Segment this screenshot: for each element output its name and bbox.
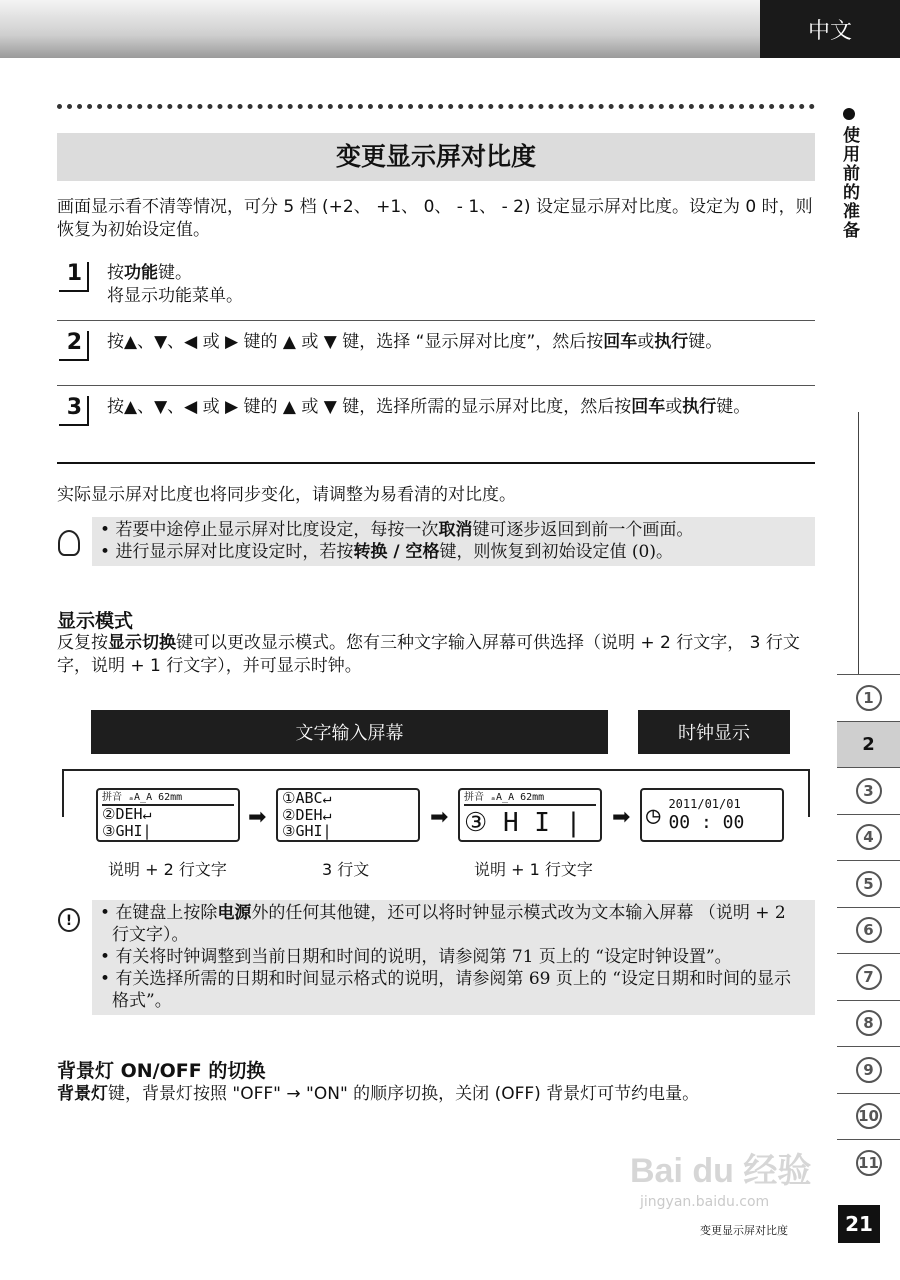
key-name: 背景灯 <box>57 1084 108 1104</box>
chapter-number: 10 <box>856 1103 882 1129</box>
clock-date: 2011/01/01 <box>668 796 741 811</box>
step-3 <box>57 396 815 419</box>
chapter-number: 2 <box>862 733 875 755</box>
text-run: 有关选择所需的日期和时间显示格式的说明，请参阅第 69 页上的 “设定日期和时间的显示格式”。 <box>112 969 791 1011</box>
step-text <box>107 262 815 285</box>
key-name: 电源 <box>217 903 252 923</box>
tip-box <box>92 517 815 566</box>
chapter-tab-6[interactable] <box>837 907 900 954</box>
lcd-line: ②DEH↵ <box>282 805 332 824</box>
chapter-number: 3 <box>856 778 882 804</box>
key-name: 功能 <box>124 263 158 283</box>
caption: 说明 + 2 行文字 <box>108 860 227 879</box>
backlight-text <box>57 1083 817 1106</box>
note-item <box>98 946 805 968</box>
key-name: 显示切换 <box>108 633 176 653</box>
page-title: 变更显示屏对比度 <box>57 133 815 181</box>
header-band <box>0 0 760 58</box>
text-run: 或 <box>665 397 683 417</box>
note-item <box>98 541 805 563</box>
caption: 说明 + 1 行文字 <box>474 860 593 879</box>
clock-icon: ◷ <box>646 801 661 829</box>
lcd-line: ①ABC↵ <box>282 789 332 807</box>
note-item <box>98 519 805 541</box>
step-2 <box>57 331 815 354</box>
warning-box <box>92 900 815 1015</box>
text-run: 若要中途停止显示屏对比度设定，每按一次 <box>115 520 439 540</box>
text-run: 键，则恢复到初始设定值 (0)。 <box>439 542 673 562</box>
chapter-tab-5[interactable] <box>837 860 900 907</box>
step-text <box>107 396 815 419</box>
text-run: 在键盘上按除 <box>115 903 218 923</box>
lcd-screen-1 <box>96 788 240 842</box>
text-run: 按▲、▼、◀ 或 ▶ 键的 ▲ 或 ▼ 键，选择 “显示屏对比度”，然后按 <box>107 332 604 352</box>
caption: 3 行文 <box>322 860 370 879</box>
text-run: 有关将时钟调整到当前日期和时间的说明，请参阅第 71 页上的 “设定时钟设置”。 <box>115 947 732 967</box>
chapter-tab-3[interactable] <box>837 767 900 814</box>
step-number: 2 <box>59 331 89 361</box>
chapter-tab-2[interactable] <box>837 721 900 768</box>
display-mode-text <box>57 632 817 678</box>
chapter-tab-1[interactable] <box>837 674 900 721</box>
clock-display-bar: 时钟显示 <box>638 710 790 754</box>
divider <box>57 385 815 386</box>
text-run: 键。 <box>716 397 751 417</box>
side-label-text: 使用前的准备 <box>839 126 859 240</box>
clock-time: 00 : 00 <box>668 811 745 833</box>
lcd-line: ③ H I | <box>464 808 582 838</box>
key-name: 回车 <box>603 332 638 352</box>
chapter-number: 6 <box>856 917 882 943</box>
side-section-label <box>839 108 862 240</box>
step-number: 3 <box>59 396 89 426</box>
chapter-number: 5 <box>856 871 882 897</box>
text-run: 键，背景灯按照 "OFF" → "ON" 的顺序切换，关闭 (OFF) 背景灯可节约电量。 <box>108 1084 700 1104</box>
key-name: 回车 <box>631 397 666 417</box>
lcd-line: ②DEH↵ <box>102 805 152 823</box>
key-name: 取消 <box>438 520 473 540</box>
intro-text: 画面显示看不清等情况，可分 5 档 (+2、 +1、 0、 - 1、 - 2) 设定显示屏对比度。设定为 0 时，则恢复为初始设定值。 <box>57 197 813 240</box>
lcd-screen-3 <box>458 788 602 842</box>
text-run: 键。 <box>688 332 723 352</box>
lcd-clock-screen <box>640 788 784 842</box>
text-run: 键可以更改显示模式。您有三种文字输入屏幕可供选择（说明 + 2 行文字， 3 行文字，说明 + 1 行文字），并可显示时钟。 <box>57 633 800 676</box>
bullet-icon <box>843 108 855 120</box>
language-label: 中文 <box>760 0 900 58</box>
step-text-2: 将显示功能菜单。 <box>107 286 243 306</box>
chapter-tab-7[interactable] <box>837 953 900 1000</box>
chapter-number: 1 <box>856 685 882 711</box>
warning-icon: ! <box>58 908 80 932</box>
step-1 <box>57 262 815 308</box>
text-run: 按▲、▼、◀ 或 ▶ 键的 ▲ 或 ▼ 键，选择所需的显示屏对比度，然后按 <box>107 397 632 417</box>
lcd-status: 拼音 ₐA̲A 62mm <box>102 791 234 806</box>
side-divider <box>858 412 859 674</box>
page-number: 21 <box>838 1205 880 1243</box>
footer-section: 变更显示屏对比度 <box>700 1224 788 1237</box>
text-input-screen-bar: 文字输入屏幕 <box>91 710 608 754</box>
chapter-tab-8[interactable] <box>837 1000 900 1047</box>
lcd-status: 拼音 ₐA̲A 62mm <box>464 791 596 806</box>
text-run: 进行显示屏对比度设定时，若按 <box>115 542 354 562</box>
text-run: 外的任何其他键，还可以将时钟显示模式改为文本输入屏幕 （说明 + 2 行文字）。 <box>112 903 786 945</box>
watermark-logo: Bai du 经验 <box>630 1152 812 1190</box>
text-run: 反复按 <box>57 633 108 653</box>
step-number: 1 <box>59 262 89 292</box>
chapter-tab-10[interactable] <box>837 1093 900 1140</box>
chapter-tab-9[interactable] <box>837 1046 900 1093</box>
arrow-right-icon: ➡ <box>430 805 449 830</box>
chapter-number: 4 <box>856 824 882 850</box>
divider <box>57 462 815 464</box>
backlight-heading: 背景灯 ON/OFF 的切换 <box>57 1060 266 1082</box>
lcd-line: ③GHI| <box>282 822 332 840</box>
after-steps-text: 实际显示屏对比度也将同步变化，请调整为易看清的对比度。 <box>57 485 516 505</box>
display-mode-heading: 显示模式 <box>57 610 134 632</box>
chapter-number: 11 <box>856 1150 882 1176</box>
arrow-right-icon: ➡ <box>612 805 631 830</box>
lcd-screen-2 <box>276 788 420 842</box>
chapter-tab-4[interactable] <box>837 814 900 861</box>
chapter-tabs <box>837 674 900 1186</box>
lcd-line: ③GHI| <box>102 822 152 840</box>
note-item <box>98 968 805 1012</box>
key-name: 转换 / 空格 <box>353 542 440 562</box>
key-name: 执行 <box>654 332 689 352</box>
text-run: 或 <box>637 332 655 352</box>
lightbulb-icon <box>58 530 80 556</box>
key-name: 执行 <box>682 397 717 417</box>
step-text <box>107 331 815 354</box>
chapter-tab-11[interactable] <box>837 1139 900 1186</box>
chapter-number: 7 <box>856 964 882 990</box>
arrow-right-icon: ➡ <box>248 805 267 830</box>
chapter-number: 8 <box>856 1010 882 1036</box>
text-run: 键可逐步返回到前一个画面。 <box>472 520 694 540</box>
watermark-url: jingyan.baidu.com <box>640 1194 770 1210</box>
text-run: 键。 <box>158 263 192 283</box>
chapter-number: 9 <box>856 1057 882 1083</box>
note-item <box>98 902 805 946</box>
text-run: 按 <box>107 263 124 283</box>
divider <box>57 320 815 321</box>
dotted-divider <box>57 104 815 109</box>
